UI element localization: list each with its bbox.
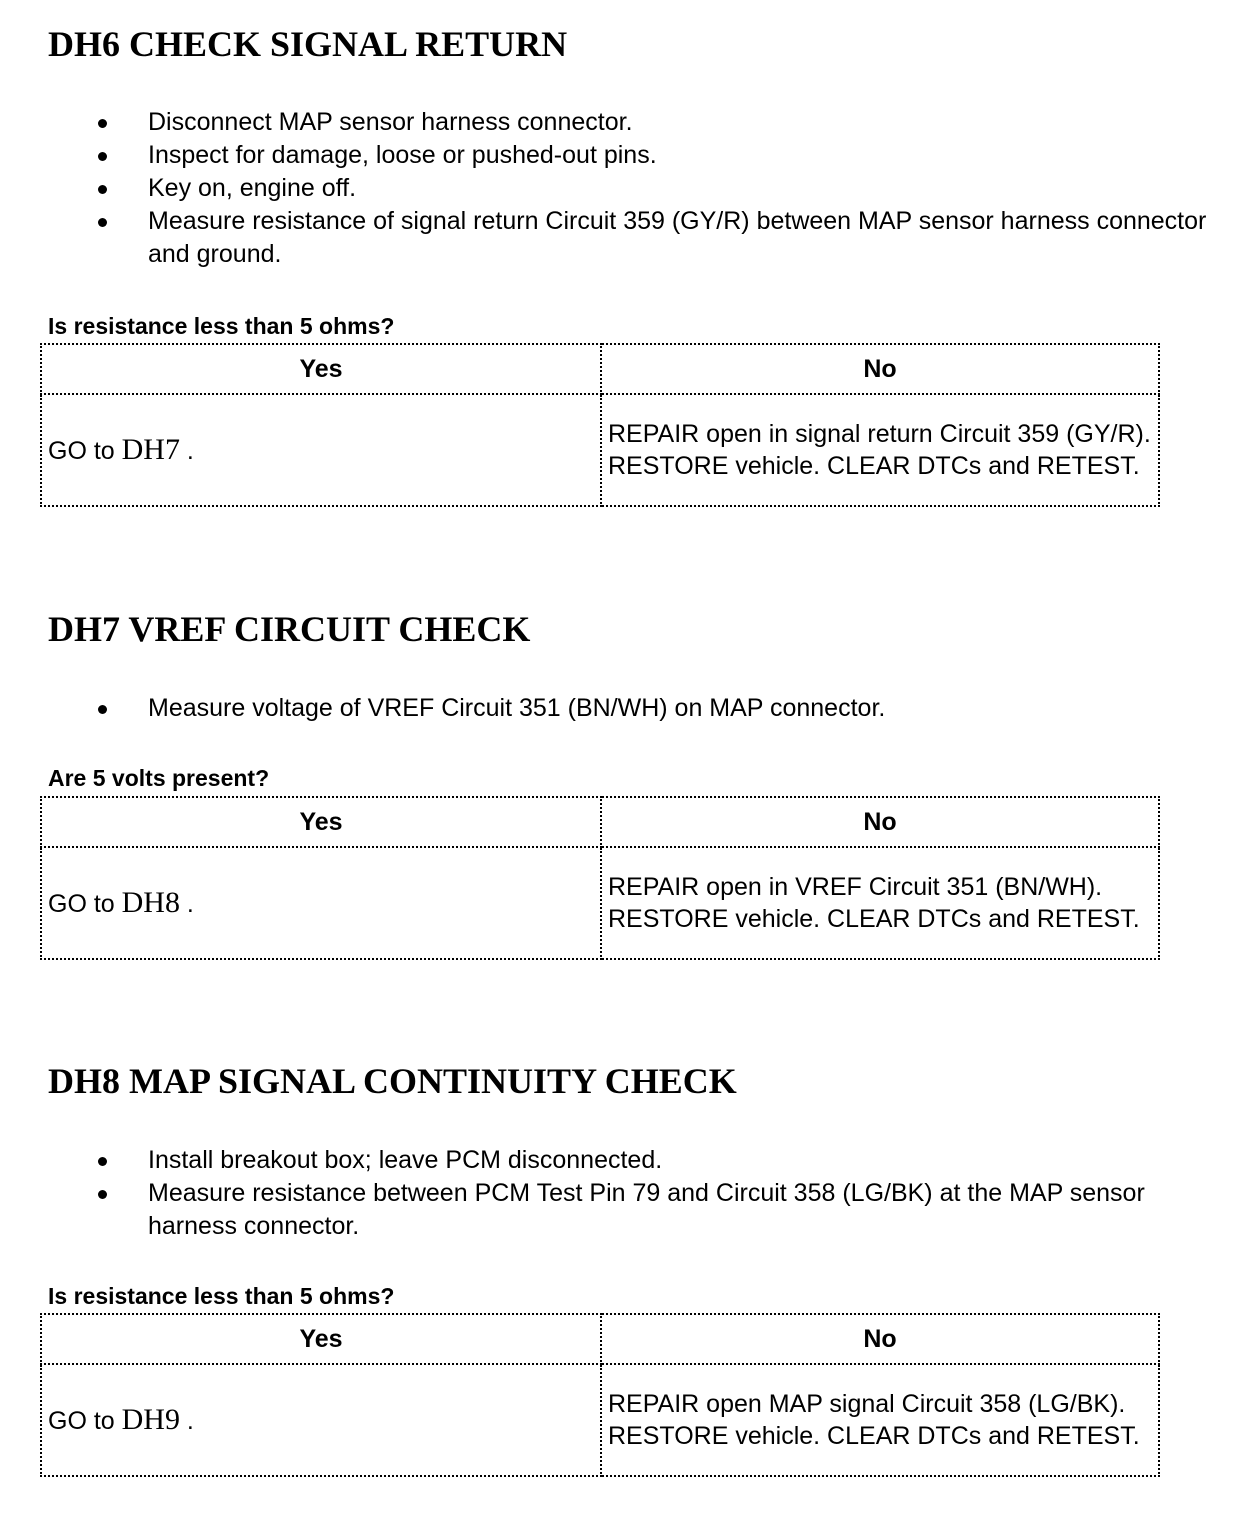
no-header: No xyxy=(601,344,1159,394)
decision-question: Is resistance less than 5 ohms? xyxy=(48,313,395,339)
no-cell: REPAIR open in VREF Circuit 351 (BN/WH). RESTORE vehicle. CLEAR DTCs and RETEST. xyxy=(601,847,1159,959)
yes-header: Yes xyxy=(41,1314,601,1364)
goto-link[interactable]: DH8 xyxy=(121,885,180,919)
no-header: No xyxy=(601,1314,1159,1364)
decision-table xyxy=(40,1313,1160,1477)
section-title: DH6 CHECK SIGNAL RETURN xyxy=(48,24,568,64)
no-cell: REPAIR open MAP signal Circuit 358 (LG/BK). RESTORE vehicle. CLEAR DTCs and RETEST. xyxy=(601,1364,1159,1476)
step-item: Key on, engine off. xyxy=(0,172,1208,205)
bullet-icon xyxy=(98,185,107,194)
no-cell: REPAIR open in signal return Circuit 359 (GY/R). RESTORE vehicle. CLEAR DTCs and RETEST. xyxy=(601,394,1159,506)
step-list xyxy=(0,692,1208,725)
step-item: Measure voltage of VREF Circuit 351 (BN/WH) on MAP connector. xyxy=(0,692,1208,725)
section-title: DH7 VREF CIRCUIT CHECK xyxy=(48,609,531,649)
yes-cell: GO to DH7 . xyxy=(41,394,601,506)
bullet-icon xyxy=(98,152,107,161)
decision-question: Are 5 volts present? xyxy=(48,765,270,791)
goto-link[interactable]: DH9 xyxy=(121,1402,180,1436)
decision-table xyxy=(40,343,1160,507)
bullet-icon xyxy=(98,119,107,128)
no-header: No xyxy=(601,797,1159,847)
yes-header: Yes xyxy=(41,797,601,847)
decision-question: Is resistance less than 5 ohms? xyxy=(48,1283,395,1309)
bullet-icon xyxy=(98,1190,107,1199)
section-title: DH8 MAP SIGNAL CONTINUITY CHECK xyxy=(48,1061,737,1101)
step-list xyxy=(0,1144,1208,1243)
step-item: Inspect for damage, loose or pushed-out pins. xyxy=(0,139,1208,172)
goto-link[interactable]: DH7 xyxy=(121,432,180,466)
step-item: Disconnect MAP sensor harness connector. xyxy=(0,106,1208,139)
bullet-icon xyxy=(98,1157,107,1166)
step-item: Measure resistance of signal return Circuit 359 (GY/R) between MAP sensor harness connector and ground. xyxy=(0,205,1208,271)
bullet-icon xyxy=(98,218,107,227)
yes-cell: GO to DH9 . xyxy=(41,1364,601,1476)
bullet-icon xyxy=(98,705,107,714)
yes-header: Yes xyxy=(41,344,601,394)
step-item: Install breakout box; leave PCM disconnected. xyxy=(0,1144,1208,1177)
step-item: Measure resistance between PCM Test Pin 79 and Circuit 358 (LG/BK) at the MAP sensor harness connector. xyxy=(0,1177,1208,1243)
decision-table xyxy=(40,796,1160,960)
yes-cell: GO to DH8 . xyxy=(41,847,601,959)
step-list xyxy=(0,106,1208,271)
